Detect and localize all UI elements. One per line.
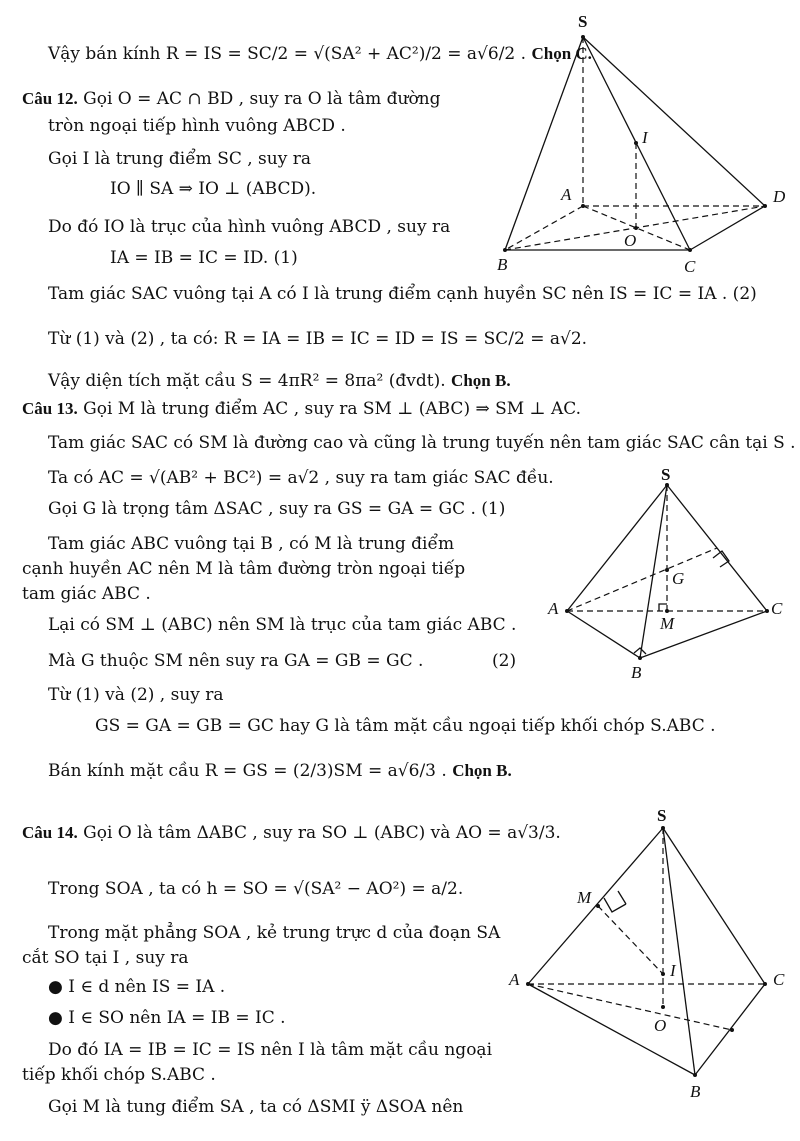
q14-label-s: S [657, 806, 667, 825]
q14-label-o: O [654, 1016, 667, 1035]
q14-line-7: Do đó IA = IB = IC = IS nên I là tâm mặt cầu ngoại [48, 1040, 493, 1060]
q12-label-a: A [561, 185, 572, 204]
q13-line-4: Gọi G là trọng tâm ΔSAC , suy ra GS = GA = GC . (1) [48, 499, 506, 519]
q14-label-i: I [670, 961, 676, 980]
q14-label-m: M [577, 888, 592, 907]
q13-line-9: Mà G thuộc SM nên suy ra GA = GB = GC . [48, 651, 424, 671]
q13-label: Câu 13. [22, 399, 78, 418]
q13-line-9-ref: (2) [492, 651, 517, 671]
q12-line-6: IA = IB = IC = ID. (1) [110, 248, 298, 268]
q12-label-o: O [624, 231, 637, 250]
q12-line-9: Vậy diện tích mặt cầu S = 4πR² = 8πa² (đvdt). Chọn B. [48, 371, 511, 391]
q14-line-2: Trong SOA , ta có h = SO = √(SA² − AO²) = a/2. [48, 879, 464, 899]
q13-label-b: B [631, 663, 642, 682]
q13-pyramid-figure [540, 465, 800, 685]
q13-label-s: S [661, 465, 671, 484]
q12-label-i: I [642, 128, 648, 147]
q12-label: Câu 12. [22, 89, 78, 108]
q12-line-8: Từ (1) và (2) , ta có: R = IA = IB = IC = ID = IS = SC/2 = a√2. [48, 329, 588, 349]
q13-line-5: Tam giác ABC vuông tại B , có M là trung điểm [48, 534, 455, 554]
q12-line-3: Gọi I là trung điểm SC , suy ra [48, 149, 312, 169]
q12-label-b: B [497, 255, 508, 274]
q14-pyramid-figure [500, 800, 800, 1110]
q12-label-s: S [578, 12, 588, 31]
q12-pyramid-figure [490, 10, 800, 280]
q14-label-b: B [690, 1082, 701, 1101]
q14-label: Câu 14. [22, 823, 78, 842]
q13-line-11: GS = GA = GB = GC hay G là tâm mặt cầu ngoại tiếp khối chóp S.ABC . [95, 716, 716, 736]
q12-line-2: tròn ngoại tiếp hình vuông ABCD . [48, 116, 346, 136]
q13-line-12: Bán kính mặt cầu R = GS = (2/3)SM = a√6/3 . Chọn B. [48, 761, 512, 781]
q14-line-6: ● I ∈ SO nên IA = IB = IC . [48, 1008, 286, 1028]
q13-line-8: Lại có SM ⊥ (ABC) nên SM là trục của tam giác ABC . [48, 615, 517, 635]
q12-line-1: Câu 12. Gọi O = AC ∩ BD , suy ra O là tâm đường [22, 89, 441, 109]
q13-line-6: cạnh huyền AC nên M là tâm đường tròn ngoại tiếp [22, 559, 466, 579]
q11-radius-line: Vậy bán kính R = IS = SC/2 = √(SA² + AC²)/2 = a√6/2 . Chọn C. [48, 44, 592, 64]
q14-line-1: Câu 14. Gọi O là tâm ΔABC , suy ra SO ⊥ (ABC) và AO = a√3/3. [22, 823, 561, 843]
q12-line-5: Do đó IO là trục của hình vuông ABCD , suy ra [48, 217, 451, 237]
q13-label-a: A [548, 599, 559, 618]
q13-label-g: G [672, 569, 685, 588]
q13-line-10: Từ (1) và (2) , suy ra [48, 685, 224, 705]
q13-line-3: Ta có AC = √(AB² + BC²) = a√2 , suy ra tam giác SAC đều. [48, 468, 554, 488]
q12-label-c: C [684, 257, 696, 276]
q14-label-c: C [773, 970, 785, 989]
q13-choice: Chọn B. [452, 761, 512, 780]
q12-choice: Chọn B. [451, 371, 511, 390]
q13-label-m: M [660, 614, 675, 633]
q14-line-9: Gọi M là tung điểm SA , ta có ΔSMI ÿ ΔSOA nên [48, 1097, 464, 1117]
q14-label-a: A [509, 970, 520, 989]
q13-line-7: tam giác ABC . [22, 584, 151, 604]
q13-label-c: C [771, 599, 783, 618]
q14-line-5: ● I ∈ d nên IS = IA . [48, 977, 226, 997]
q14-line-4: cắt SO tại I , suy ra [22, 948, 189, 968]
q12-line-7: Tam giác SAC vuông tại A có I là trung điểm cạnh huyền SC nên IS = IC = IA . (2) [48, 284, 757, 304]
q12-line-4: IO ∥ SA ⇒ IO ⊥ (ABCD). [110, 179, 317, 199]
q13-line-2: Tam giác SAC có SM là đường cao và cũng là trung tuyến nên tam giác SAC cân tại S . [48, 433, 796, 453]
q11-choice: Chọn C. [531, 44, 592, 63]
q12-label-d: D [773, 187, 786, 206]
q14-line-8: tiếp khối chóp S.ABC . [22, 1065, 216, 1085]
q13-line-1: Câu 13. Gọi M là trung điểm AC , suy ra SM ⊥ (ABC) ⇒ SM ⊥ AC. [22, 399, 582, 419]
q14-line-3: Trong mặt phẳng SOA , kẻ trung trực d của đoạn SA [48, 923, 501, 943]
